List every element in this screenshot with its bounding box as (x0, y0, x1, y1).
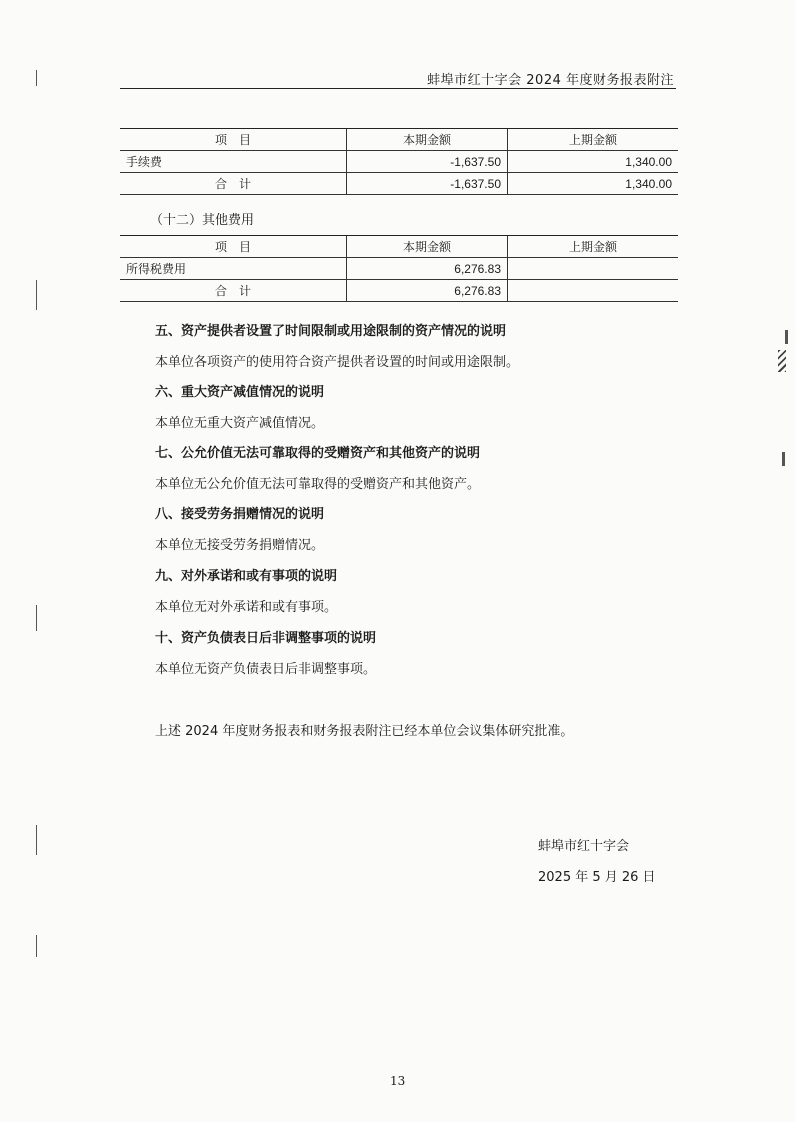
section-title-5: 五、资产提供者设置了时间限制或用途限制的资产情况的说明 (155, 324, 507, 339)
approval-statement: 上述 2024 年度财务报表和财务报表附注已经本单位会议集体研究批准。 (155, 724, 574, 739)
scan-mark (785, 330, 788, 344)
table-row (120, 151, 678, 173)
table-header-row (120, 236, 678, 258)
scan-mark (36, 935, 37, 957)
header-rule (120, 88, 676, 89)
column-header-item: 项 目 (120, 129, 347, 151)
scan-mark (782, 452, 785, 466)
section-body-6: 本单位无重大资产减值情况。 (155, 416, 325, 431)
column-header-previous: 上期金额 (508, 129, 679, 151)
page-number: 13 (390, 1074, 406, 1088)
scan-mark (778, 350, 786, 372)
table-row (120, 258, 678, 280)
row-item: 手续费 (120, 151, 347, 173)
scan-mark (36, 605, 37, 631)
table-total-row (120, 280, 678, 302)
total-label: 合 计 (120, 173, 347, 195)
section-title-9: 九、对外承诺和或有事项的说明 (155, 569, 338, 584)
section-body-9: 本单位无对外承诺和或有事项。 (155, 600, 338, 615)
column-header-item: 项 目 (120, 236, 347, 258)
page-header-title: 蚌埠市红十字会 2024 年度财务报表附注 (427, 73, 674, 88)
sub-heading: （十二）其他费用 (150, 213, 255, 228)
section-title-7: 七、公允价值无法可靠取得的受赠资产和其他资产的说明 (155, 446, 481, 461)
row-item: 所得税费用 (120, 258, 347, 280)
fee-table (120, 128, 678, 195)
total-current: 6,276.83 (347, 280, 508, 302)
section-body-5: 本单位各项资产的使用符合资产提供者设置的时间或用途限制。 (155, 355, 520, 370)
total-current: -1,637.50 (347, 173, 508, 195)
signature-organization: 蚌埠市红十字会 (538, 839, 630, 854)
section-body-7: 本单位无公允价值无法可靠取得的受赠资产和其他资产。 (155, 477, 481, 492)
scan-mark (36, 280, 37, 310)
column-header-current: 本期金额 (347, 129, 508, 151)
scan-mark (36, 825, 37, 855)
table-header-row (120, 129, 678, 151)
section-title-10: 十、资产负债表日后非调整事项的说明 (155, 631, 377, 646)
other-expense-table (120, 235, 678, 302)
row-current: -1,637.50 (347, 151, 508, 173)
total-previous (508, 280, 679, 302)
section-body-8: 本单位无接受劳务捐赠情况。 (155, 538, 325, 553)
section-body-10: 本单位无资产负债表日后非调整事项。 (155, 662, 377, 677)
row-current: 6,276.83 (347, 258, 508, 280)
column-header-previous: 上期金额 (508, 236, 679, 258)
section-title-8: 八、接受劳务捐赠情况的说明 (155, 507, 325, 522)
scan-mark (36, 70, 37, 86)
total-previous: 1,340.00 (508, 173, 679, 195)
row-previous: 1,340.00 (508, 151, 679, 173)
section-title-6: 六、重大资产减值情况的说明 (155, 385, 325, 400)
table-total-row (120, 173, 678, 195)
row-previous (508, 258, 679, 280)
signature-date: 2025 年 5 月 26 日 (538, 870, 656, 885)
column-header-current: 本期金额 (347, 236, 508, 258)
total-label: 合 计 (120, 280, 347, 302)
